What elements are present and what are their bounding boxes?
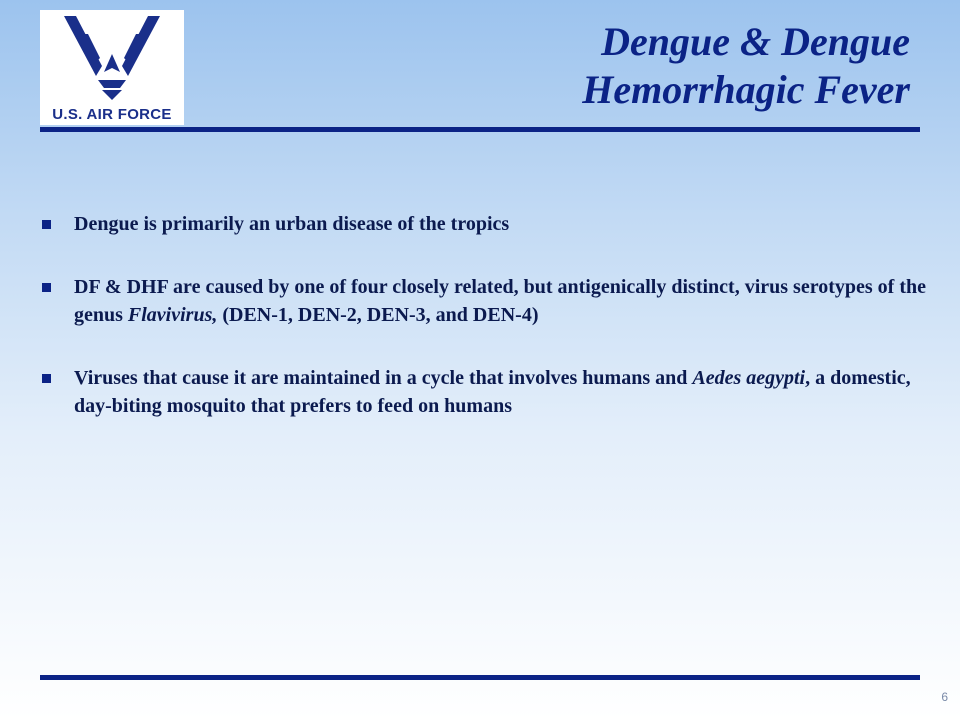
title-line-1: Dengue & Dengue [601, 19, 910, 64]
bullet-text: , a domestic, day-biting mosquito that prefers to feed on humans [74, 367, 911, 417]
logo-text: U.S. AIR FORCE [52, 106, 172, 123]
bullet-text: DF & DHF are caused by one of four closely related, but antigenically distinct, virus serotypes of the genus [74, 276, 926, 326]
species-name: Aedes aegypti [692, 367, 806, 389]
square-bullet-icon [42, 374, 51, 383]
slide-title [310, 18, 910, 114]
air-force-logo [40, 10, 184, 125]
bullet-list [40, 210, 950, 455]
bullet-item [40, 210, 950, 238]
genus-name: Flavivirus, [127, 304, 218, 326]
bullet-item [40, 273, 950, 329]
square-bullet-icon [42, 283, 51, 292]
title-line-2: Hemorrhagic Fever [582, 67, 910, 112]
air-force-wings-icon [62, 14, 162, 102]
top-divider [40, 127, 920, 132]
square-bullet-icon [42, 220, 51, 229]
bullet-text: Dengue is primarily an urban disease of the tropics [74, 213, 510, 235]
bullet-text: Viruses that cause it are maintained in a cycle that involves humans and [74, 367, 693, 389]
bullet-text: (DEN-1, DEN-2, DEN-3, and DEN-4) [217, 304, 539, 326]
bullet-item [40, 364, 950, 420]
bottom-divider [40, 675, 920, 680]
page-number: 6 [941, 690, 948, 704]
